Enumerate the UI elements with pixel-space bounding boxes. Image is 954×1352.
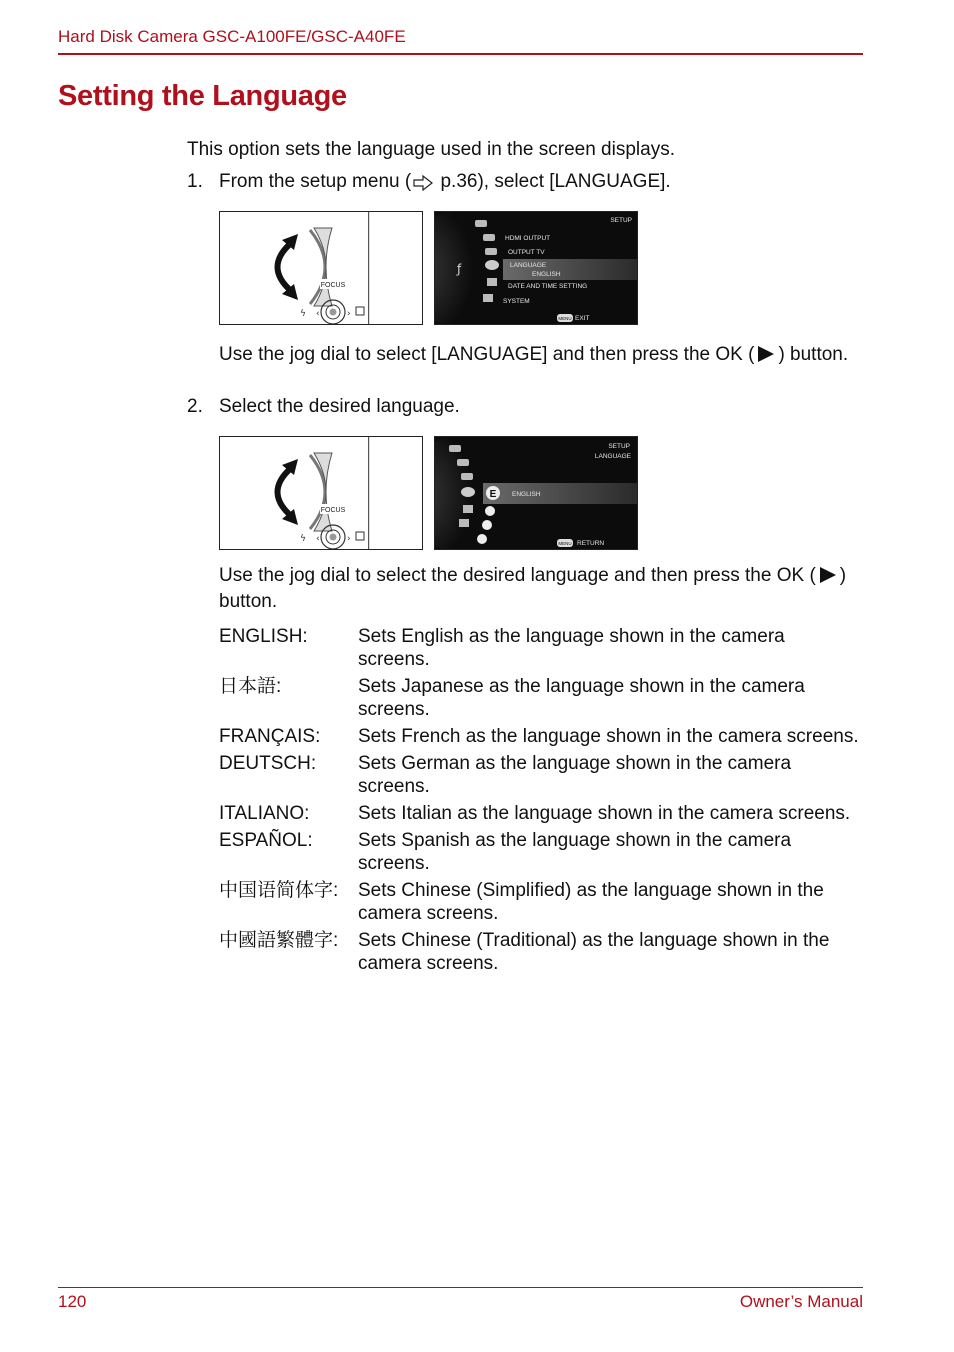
language-item-english: ENGLISH — [512, 491, 541, 498]
language-desc: Sets Chinese (Traditional) as the language shown in the camera screens. — [358, 930, 830, 974]
figure-1 — [219, 211, 639, 327]
language-desc: Sets French as the language shown in the camera screens. — [358, 726, 859, 747]
header-title: Hard Disk Camera GSC-A100FE/GSC-A40FE — [58, 27, 406, 46]
menu-item-date-time: DATE AND TIME SETTING — [508, 283, 588, 290]
menu-item-system: SYSTEM — [503, 298, 530, 305]
step-note-1-after: ) button. — [778, 344, 849, 365]
language-name: FRANÇAIS: — [219, 726, 321, 747]
language-desc: Sets English as the language shown in the camera screens. — [358, 626, 785, 670]
language-name: ITALIANO: — [219, 803, 310, 824]
menu-item-output-tv: OUTPUT TV — [508, 249, 545, 256]
camera-jog-dial-illustration-1 — [219, 211, 423, 325]
svg-text:ϟ: ϟ — [300, 309, 306, 319]
language-desc: Sets Chinese (Simplified) as the language shown in the camera screens. — [358, 880, 824, 924]
step-number-1: 1. — [187, 171, 203, 192]
step-text-1-after: p.36), select [LANGUAGE]. — [435, 171, 671, 192]
camera-screen-language-menu — [434, 436, 638, 550]
screen-footer-exit: EXIT — [575, 315, 590, 322]
play-button-icon — [818, 566, 838, 590]
language-name: 中国语简体字: — [219, 880, 339, 901]
step-text-1 — [219, 170, 859, 197]
focus-label-2: FOCUS — [320, 507, 346, 514]
svg-text:‹: ‹ — [316, 309, 320, 319]
reference-arrow-icon — [413, 174, 433, 197]
language-row — [219, 752, 859, 798]
jog-dial-icon — [278, 234, 299, 300]
focus-label-1: FOCUS — [320, 282, 346, 289]
screen-footer-return: RETURN — [577, 540, 605, 547]
screen-header-2: SETUP — [608, 443, 630, 450]
language-row — [219, 675, 859, 721]
step-number-2: 2. — [187, 396, 203, 417]
footer-rule — [58, 1287, 863, 1288]
language-name: ENGLISH: — [219, 626, 308, 647]
step-text-1-before: From the setup menu ( — [219, 171, 412, 192]
step-note-1-before: Use the jog dial to select [LANGUAGE] and then press the OK ( — [219, 344, 755, 365]
menu-badge-1: MENU — [558, 316, 572, 321]
figure-2 — [219, 436, 639, 552]
manual-name: Owner’s Manual — [739, 1292, 863, 1311]
page-number: 120 — [58, 1292, 87, 1311]
language-desc: Sets Italian as the language shown in the camera screens. — [358, 803, 851, 824]
menu-item-hdmi: HDMI OUTPUT — [505, 235, 551, 242]
screen-subheader-language: LANGUAGE — [594, 453, 631, 460]
intro-paragraph: This option sets the language used in the screen displays. — [187, 139, 675, 160]
page-title: Setting the Language — [58, 80, 347, 112]
svg-text:›: › — [347, 309, 351, 319]
play-button-icon — [756, 345, 776, 369]
step-note-1 — [219, 343, 859, 369]
menu-value-english: ENGLISH — [532, 271, 561, 278]
svg-text:ƒ: ƒ — [457, 262, 462, 276]
language-row — [219, 929, 859, 975]
camera-jog-dial-illustration-2 — [219, 436, 423, 550]
language-desc: Sets Japanese as the language shown in the camera screens. — [358, 676, 805, 720]
camera-screen-setup-menu — [434, 211, 638, 325]
menu-badge-2: MENU — [558, 541, 572, 546]
language-name: ESPAÑOL: — [219, 830, 313, 851]
step-note-2 — [219, 564, 859, 613]
svg-text:›: › — [347, 534, 351, 544]
language-row — [219, 879, 859, 925]
language-list — [219, 625, 859, 979]
header-rule — [58, 53, 863, 55]
step-note-2-before: Use the jog dial to select the desired language and then press the OK ( — [219, 565, 816, 586]
svg-text:E: E — [489, 489, 497, 500]
language-row — [219, 829, 859, 875]
screen-header-1: SETUP — [610, 217, 632, 224]
step-text-2: Select the desired language. — [219, 396, 460, 417]
jog-dial-icon — [278, 459, 299, 525]
language-row — [219, 802, 859, 825]
svg-text:‹: ‹ — [316, 534, 320, 544]
language-name: 中國語繁體字: — [219, 930, 339, 951]
language-desc: Sets Spanish as the language shown in the camera screens. — [358, 830, 792, 874]
svg-text:ϟ: ϟ — [300, 534, 306, 544]
step-note-2-after: ) button. — [219, 565, 847, 612]
language-row — [219, 725, 859, 748]
language-name: 日本語: — [219, 676, 282, 697]
language-row — [219, 625, 859, 671]
language-name: DEUTSCH: — [219, 753, 317, 774]
menu-item-language: LANGUAGE — [510, 262, 547, 269]
language-desc: Sets German as the language shown in the camera screens. — [358, 753, 792, 797]
